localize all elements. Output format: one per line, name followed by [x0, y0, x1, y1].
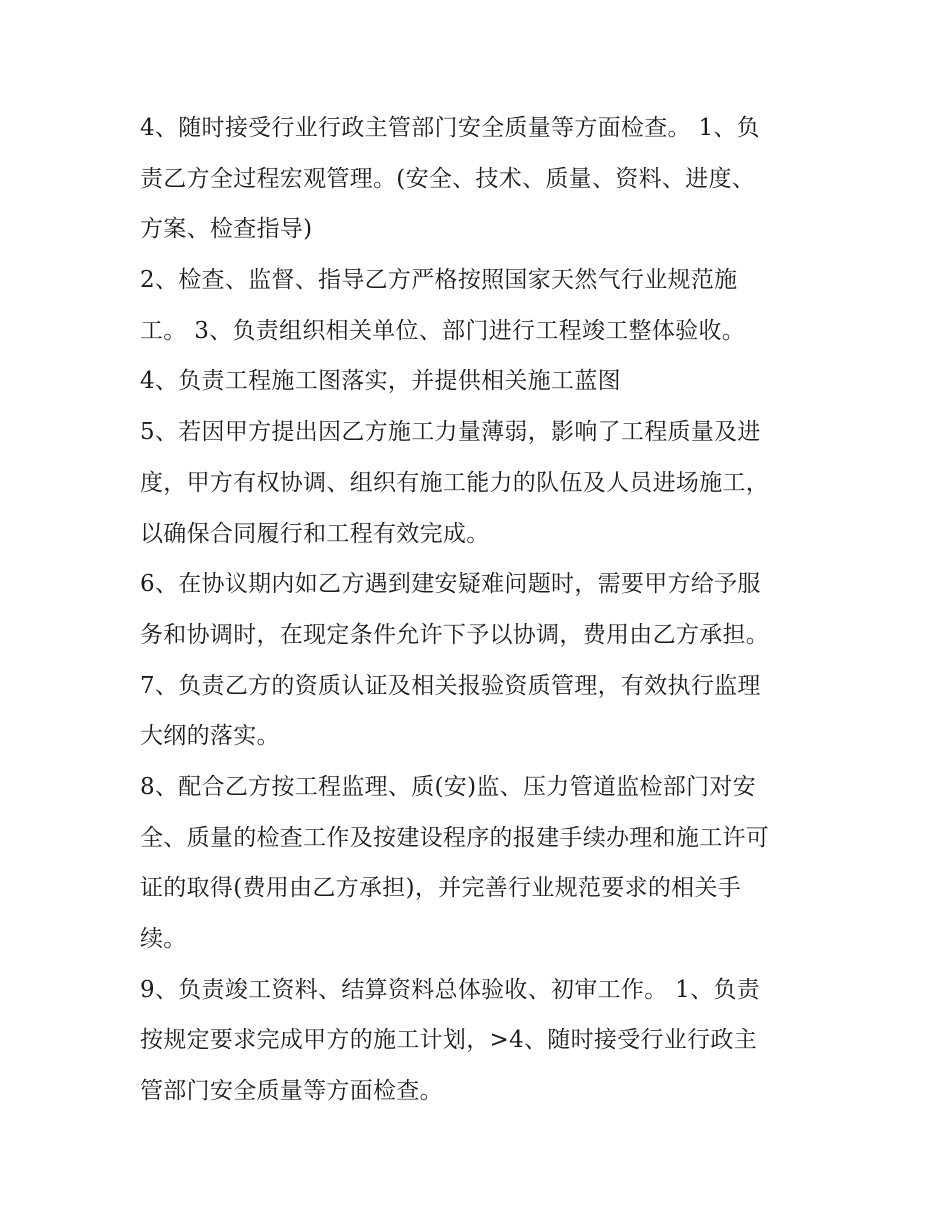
text-line: 6、在协议期内如乙方遇到建安疑难问题时，需要甲方给予服	[140, 571, 761, 598]
text-line: 度，甲方有权协调、组织有施工能力的队伍及人员进场施工，	[140, 469, 770, 496]
text-line: 大纲的落实。	[140, 723, 280, 750]
text-line: 管部门安全质量等方面检查。	[140, 1078, 443, 1105]
text-line: 务和协调时，在现定条件允许下予以协调，费用由乙方承担。	[140, 621, 770, 648]
text-line: 2、检查、监督、指导乙方严格按照国家天然气行业规范施	[140, 267, 738, 294]
document-body	[140, 103, 820, 1117]
text-line: 4、随时接受行业行政主管部门安全质量等方面检查。 1、负	[140, 115, 760, 141]
text-line: 全、质量的检查工作及按建设程序的报建手续办理和施工许可	[140, 824, 770, 851]
text-line: 方案、检查指导)	[140, 216, 313, 243]
text-line: 5、若因甲方提出因乙方施工力量薄弱，影响了工程质量及进	[140, 419, 761, 446]
text-line: 7、负责乙方的资质认证及相关报验资质管理，有效执行监理	[140, 672, 761, 699]
text-line: 按规定要求完成甲方的施工计划，>4、随时接受行业行政主	[140, 1027, 758, 1054]
text-line: 工。 3、负责组织相关单位、部门进行工程竣工整体验收。	[140, 317, 746, 344]
text-line: 以确保合同履行和工程有效完成。	[140, 520, 490, 547]
text-line: 8、配合乙方按工程监理、质(安)监、压力管道监检部门对安	[140, 773, 756, 800]
text-line: 9、负责竣工资料、结算资料总体验收、初审工作。 1、负责	[140, 976, 760, 1003]
text-line: 责乙方全过程宏观管理。(安全、技术、质量、资料、进度、	[140, 165, 756, 192]
text-line: 续。	[140, 926, 187, 952]
text-line: 4、负责工程施工图落实，并提供相关施工蓝图	[140, 368, 621, 395]
text-line: 证的取得(费用由乙方承担)，并完善行业规范要求的相关手	[140, 875, 742, 902]
